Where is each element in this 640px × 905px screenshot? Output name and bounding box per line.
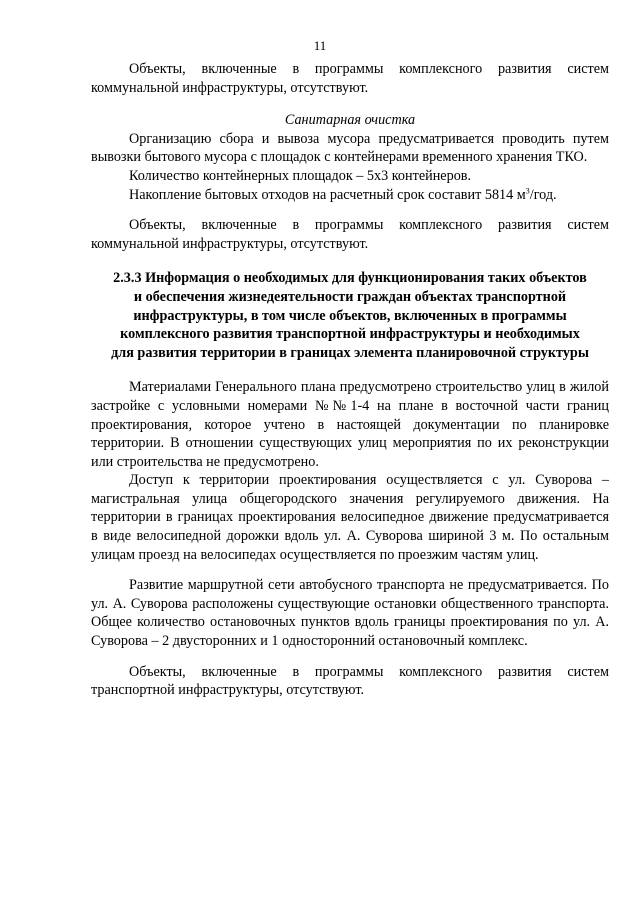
page-number: 11 [313,38,327,53]
waste-volume-tail: /год. [529,186,557,203]
paragraph-utility-objects: Объекты, включенные в программы комплексного развития систем коммунальной инфраструктуры, отсутствуют. [91,61,609,96]
waste-volume-sup: 3 [525,185,530,195]
section-title-line: и обеспечения жизнедеятельности граждан объектах транспортной [133,288,567,305]
section-title-line: для развития территории в границах элемента планировочной структуры [111,344,589,361]
paragraph-access: Доступ к территории проектирования осуществляется с ул. Суворова – магистральная улица общегородского значения регулируемого движения. На территории в границах проектирования велосипедное движение предусматривается в виде велосипедной дорожки вдоль ул. А. Суворова шириной 3 м. По остальным улицам проезд на велосипедах осуществляется по проезжим частям улиц. [91,472,609,563]
paragraph-waste-collection: Организацию сбора и вывоза мусора предусматривается проводить путем вывозки бытового мусора с площадок с контейнерами временного хранения ТКО. [91,130,609,166]
waste-volume-text: Накопление бытовых отходов на расчетный срок составит 5814 м [129,186,526,203]
paragraph-general-plan: Материалами Генерального плана предусмотрено строительство улиц в жилой застройке с условными номерами №№1-4 на плане в восточной части границ проектирования, которое учтено в настоящей документации по планировке территории. В отношении существующих улиц мероприятия по их реконструкции или строительства не предусмотрено. [91,379,609,470]
document-body [91,60,609,700]
section-title [91,269,609,362]
subheading-sanitation: Санитарная очистка [284,112,416,129]
section-title-line: комплексного развития транспортной инфраструктуры и необходимых [120,326,580,343]
section-title-line: 2.3.3 Информация о необходимых для функционирования таких объектов [113,270,587,287]
paragraph-waste-volume [91,186,609,205]
paragraph-utility-objects-2: Объекты, включенные в программы комплексного развития систем коммунальной инфраструктуры, отсутствуют. [91,217,609,252]
paragraph-bus-network: Развитие маршрутной сети автобусного транспорта не предусматривается. По ул. А. Суворова расположены существующие остановки общественного транспорта. Общее количество остановочных пунктов вдоль границы проектирования по ул. А. Суворова – 2 двусторонних и 1 односторонний остановочный комплекс. [91,577,609,650]
section-title-line: инфраструктуры, в том числе объектов, включенных в программы [133,307,567,324]
paragraph-container-count: Количество контейнерных площадок – 5х3 контейнеров. [129,167,472,184]
paragraph-transport-objects: Объекты, включенные в программы комплексного развития систем транспортной инфраструктуры, отсутствуют. [91,663,609,699]
